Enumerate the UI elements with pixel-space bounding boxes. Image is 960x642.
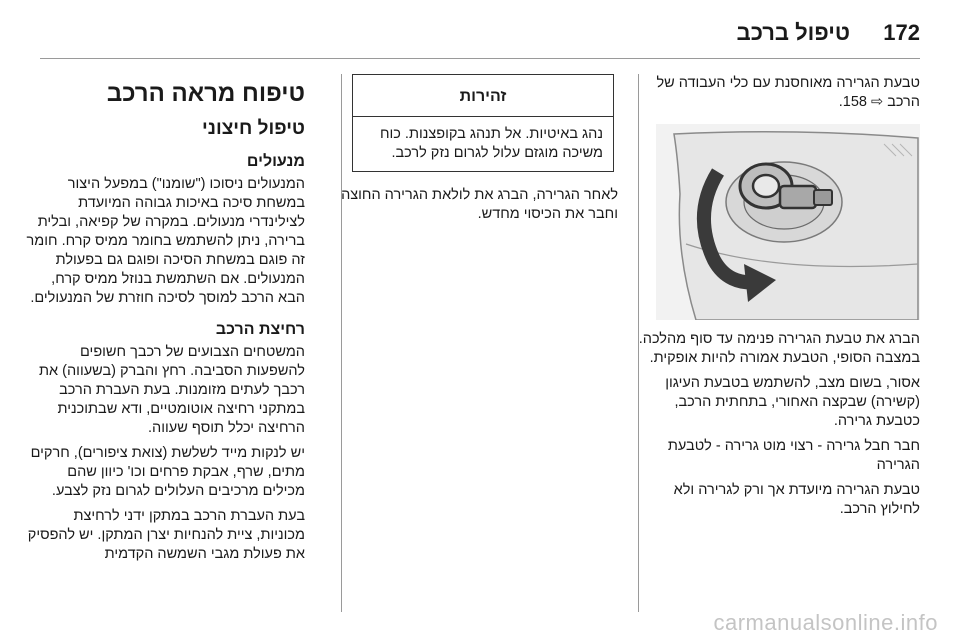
tow-eye-illustration [656, 124, 920, 320]
header-divider [40, 58, 920, 59]
towing-only-step: טבעת הגרירה מיועדת אך ורק לגרירה ולא לחילוץ הרכב. [673, 482, 920, 517]
running-title: טיפול ברכב [736, 20, 850, 45]
tow-eye-storage-text: טבעת הגרירה מאוחסנת עם כלי העבודה של הרכב ⇨ 158. [656, 75, 920, 110]
page-number: 172 [883, 20, 920, 45]
caution-text: נהג באיטיות. אל תנהג בקופצנות. כוח משיכה מוגזם עלול לגרום נזק לרכב. [379, 126, 603, 161]
left-column [23, 74, 305, 570]
after-towing-text: לאחר הגרירה, הברג את לולאת הגרירה החוצה וחבר את הכיסוי מחדש. [341, 187, 618, 222]
middle-column [336, 74, 618, 230]
watermark: carmanualsonline.info [713, 610, 938, 635]
subsection-title: טיפול חיצוני [202, 118, 305, 139]
caution-title: זהירות [353, 75, 613, 117]
locks-text: המנעולים ניסוכו ("שומנו") במפעל היצור במשחת סיכה באיכות גבוהה המיועדת לצילינדרי מנעולים. במקרה של קפיאה, ובלית ברירה, ניתן להשתמש בחומר ממיס קרח. חומר זה פוגם במשחת הסיכה ופוגם גם בפעולת המנעולים. אם השתמשת בנוזל ממיס קרח, הבא הרכב למוסך לסיכה חוזרת של המנעולים. [26, 176, 305, 306]
wash-heading: רחיצת הרכב [215, 321, 305, 338]
caution-box [352, 74, 614, 172]
right-column [638, 74, 920, 525]
page-header [0, 8, 960, 58]
wash-paragraph: המשטחים הצבועים של רכבך חשופים להשפעות הסביבה. רחץ והברק (בשעווה) את רכבך לעתים מזומנות. בעת העברת הרכב במתקני רחיצה אוטומטיים, ודא שבתוכנית הרחיצה יכלל תוסף שעווה. [39, 344, 305, 436]
wash-paragraph: בעת העברת הרכב במתקן ידני לרחיצת מכוניות, ציית להנחיות יצרן המתקן. יש להפסיק את פעולת מגבי השמשה הקדמית [27, 508, 305, 562]
screw-in-step: הברג את טבעת הגרירה פנימה עד סוף מהלכה. במצבה הסופי, הטבעת אמורה להיות אופקית. [638, 331, 920, 366]
locks-heading: מנעולים [246, 153, 305, 170]
attach-rope-step: חבר חבל גרירה - רצוי מוט גרירה - לטבעת הגרירה [667, 438, 920, 473]
wash-paragraph: יש לנקות מייד לשלשת (צואת ציפורים), חרקים מתים, שרף, אבקת פרחים וכו' כיוון שהם מכילים מרכיבים העלולים לגרום נזק לצבע. [30, 445, 305, 499]
section-title: טיפוח מראה הרכב [106, 80, 305, 107]
rear-eye-warning-step: אסור, בשום מצב, להשתמש בטבעת העיגון (קשירה) שבקצה האחורי, בתחתית הרכב, כטבעת גרירה. [665, 375, 920, 429]
